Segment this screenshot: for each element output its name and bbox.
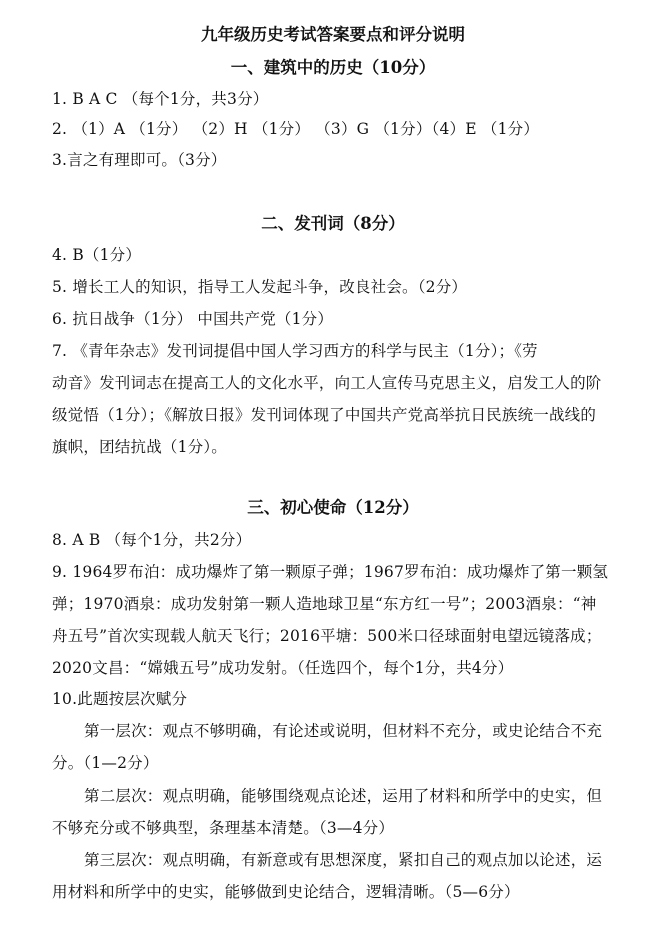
level1-line-a: 第一层次：观点不够明确，有论述或说明，但材料不充分，或史论结合不充 (84, 722, 603, 740)
level2-line-a: 第二层次：观点明确，能够围绕观点论述，运用了材料和所学中的史实，但 (84, 787, 603, 805)
answer-line-9d: 2020文昌：“嫦娥五号”成功发射。（任选四个，每个1分，共4分） (52, 659, 514, 677)
level3-line-b: 用材料和所学中的史实，能够做到史论结合，逻辑清晰。（5—6分） (52, 883, 520, 901)
level3-line-a: 第三层次：观点明确，有新意或有思想深度，紧扣自己的观点加以论述，运 (84, 851, 603, 869)
answer-line-10: 10.此题按层次赋分 (52, 690, 188, 708)
section3-heading: 三、初心使命（12分） (247, 498, 419, 517)
answer-line-5: 5. 增长工人的知识，指导工人发起斗争，改良社会。（2分） (52, 278, 468, 296)
answer-line-9b: 弹；1970酒泉：成功发射第一颗人造地球卫星“东方红一号”；2003酒泉：“神 (52, 595, 597, 613)
answer-line-7a: 7. 《青年杂志》发刊词提倡中国人学习西方的科学与民主（1分）；《劳 (52, 342, 538, 360)
answer-line-7b: 动音》发刊词志在提高工人的文化水平，向工人宣传马克思主义，启发工人的阶 (52, 374, 602, 392)
answer-line-9a: 9. 1964罗布泊：成功爆炸了第一颗原子弹；1967罗布泊：成功爆炸了第一颗氢 (52, 563, 609, 581)
level1-line-b: 分。（1—2分） (52, 754, 159, 772)
answer-line-9c: 舟五号”首次实现载人航天飞行；2016平塘：500米口径球面射电望远镜落成； (52, 627, 602, 645)
answer-line-6: 6. 抗日战争（1分） 中国共产党（1分） (52, 310, 334, 328)
answer-line-4: 4. B（1分） (52, 246, 142, 264)
section1-heading: 一、建筑中的历史（10分） (230, 58, 436, 77)
answer-line-1: 1. B A C （每个1分，共3分） (52, 90, 269, 108)
document-title: 九年级历史考试答案要点和评分说明 (201, 25, 465, 44)
level2-line-b: 不够充分或不够典型，条理基本清楚。（3—4分） (52, 819, 395, 837)
answer-line-2: 2. （1）A （1分） （2）H （1分） （3）G （1分）（4）E （1分） (52, 120, 540, 138)
answer-line-7d: 旗帜，团结抗战（1分）。 (52, 438, 228, 456)
answer-line-3: 3.言之有理即可。（3分） (52, 151, 227, 169)
section2-heading: 二、发刊词（8分） (261, 214, 405, 233)
answer-line-7c: 级觉悟（1分）；《解放日报》发刊词体现了中国共产党高举抗日民族统一战线的 (52, 406, 597, 424)
answer-line-8: 8. A B （每个1分，共2分） (52, 531, 252, 549)
